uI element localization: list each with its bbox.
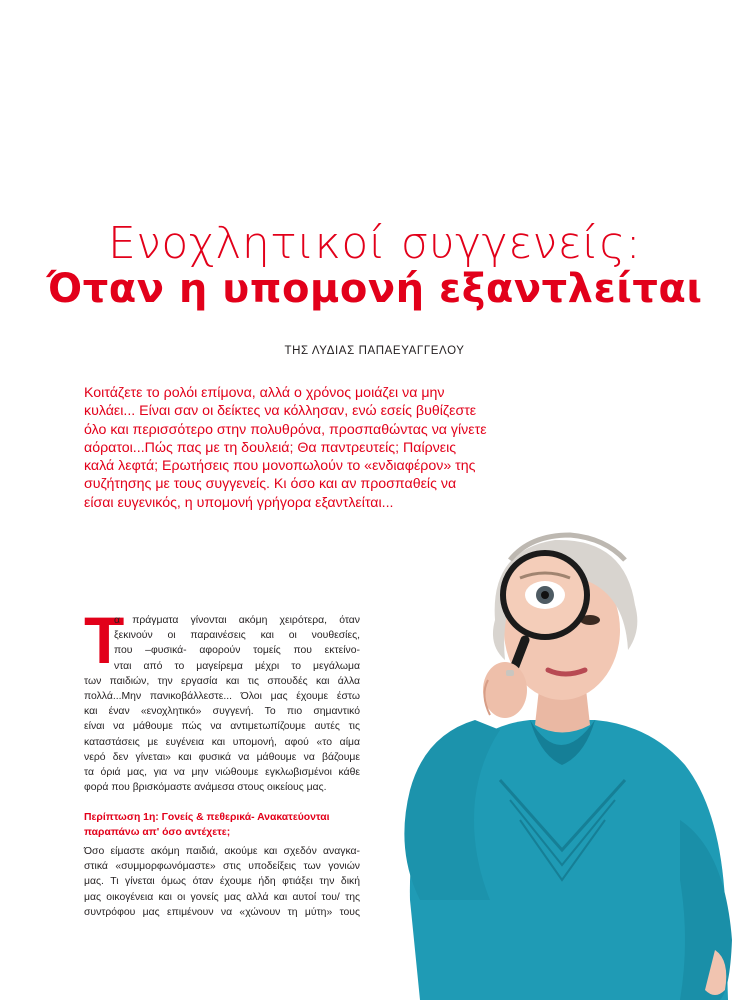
section-line: μας οικογένεια και οι γονείς μας αλλά και αυτοί του/ της: [84, 891, 360, 903]
body-line: που –φυσικά- αφορούν τομείς που εκτείνο-: [114, 645, 360, 657]
lead-line: συζήτησης με τους συγγενείς. Κι όσο και αν προσπαθείς να: [84, 476, 457, 493]
body-line: καταστάσεις με ευγένεια και υπομονή, αφού «το αίμα: [84, 736, 360, 748]
lead-line: είσαι ευγενικός, η υπομονή γρήγορα εξαντλείται...: [84, 494, 394, 511]
section-line: μας. Τι γίνεται όμως όταν έχουμε ήδη φτιάξει την δική: [84, 876, 360, 888]
body-line: νται από το μαγείρεμα μέχρι το μεγάλωμα: [114, 660, 360, 672]
section-line: στικά «συμμορφωνόμαστε» στις υποδείξεις των γονιών: [84, 861, 360, 873]
section-heading-line: παραπάνω απ' όσο αντέχετε;: [84, 827, 231, 839]
body-line: των παιδιών, την εργασία και τις σπουδές και άλλα: [84, 675, 360, 687]
section-paragraph: [84, 844, 360, 920]
body-line: νερό δεν γίνεται» και φυσικά να μάθουμε να βάζουμε: [84, 751, 360, 763]
section-line: συντρόφου μας επιμένουν να «χώνουν τη μύτη» τους: [84, 906, 360, 918]
byline: ΤΗΣ ΛΥΔΙΑΣ ΠΑΠΑΕΥΑΓΓΕΛΟΥ: [284, 345, 465, 357]
drop-cap: Τ: [84, 603, 125, 677]
section-line: Όσο είμαστε ακόμη παιδιά, ακούμε και σχεδόν αναγκα-: [84, 846, 360, 857]
body-line: φορά που βρισκόμαστε ανάμεσα στους οικείους μας.: [84, 782, 327, 794]
lead-line: Κοιτάζετε το ρολόι επίμονα, αλλά ο χρόνος μοιάζει να μην: [84, 385, 445, 401]
lead-line: κυλάει... Είναι σαν οι δείκτες να κόλλησαν, ενώ εσείς βυθίζεστε: [84, 403, 477, 420]
lead-line: καλά λεφτά; Ερωτήσεις που μονοπωλούν το «ενδιαφέρον» της: [84, 458, 476, 475]
body-line: είναι να μάθουμε πώς να αντιμετωπίζουμε αυτές τις: [84, 721, 360, 733]
body-paragraph: [84, 603, 360, 795]
body-line: και έναν «ενοχλητικό» συγγενή. Το πιο σημαντικό: [84, 706, 360, 718]
title-line-2: Όταν η υπομονή εξαντλείται: [46, 266, 703, 312]
title-line-1: Ενοχλητικοί συγγενείς:: [107, 218, 642, 269]
body-line: ξεκινούν οι παραινέσεις και οι νουθεσίες,: [114, 630, 360, 642]
lead-line: όλο και περισσότερο στην πολυθρόνα, προσπαθώντας να γίνετε: [84, 421, 487, 438]
body-line: πολλά...Μην πανικοβάλλεστε... Όλοι μας έχουμε έστω: [84, 690, 360, 702]
section-heading-line: Περίπτωση 1η: Γονείς & πεθερικά- Ανακατεύονται: [84, 812, 330, 823]
photo-elderly-woman-magnifier: [380, 520, 749, 1000]
body-line: α πράγματα γίνονται ακόμη χειρότερα, όταν: [114, 615, 360, 626]
body-line: τα όριά μας, για να μην νιώθουμε εγκλωβισμένοι κάθε: [84, 766, 360, 778]
lead-paragraph: [84, 384, 504, 512]
section-heading: [84, 810, 374, 840]
lead-line: αόρατοι...Πώς πας με τη δουλειά; Θα παντρευτείς; Παίρνεις: [84, 439, 457, 456]
